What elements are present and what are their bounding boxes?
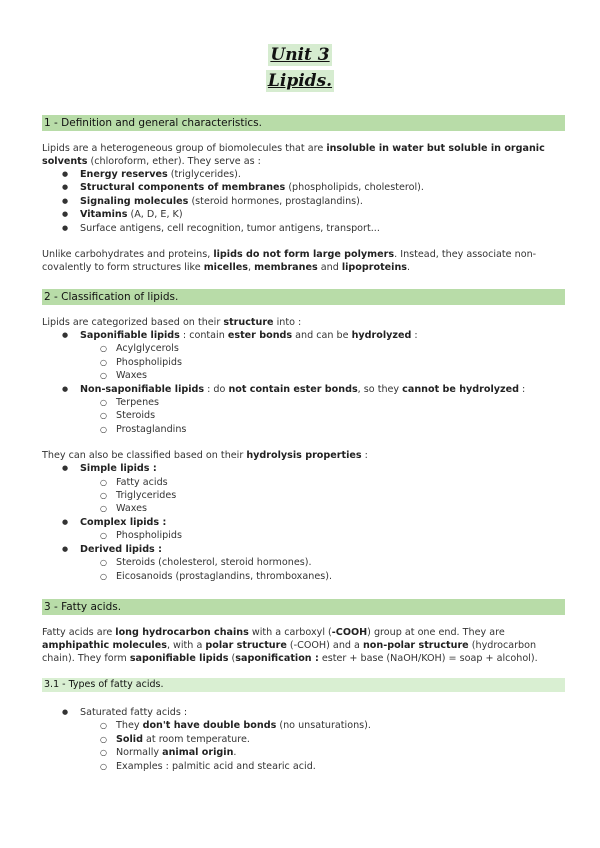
list-item: ○ Eicosanoids (prostaglandins, thromboxanes).: [100, 570, 565, 583]
list-item: ○ Triglycerides: [100, 489, 565, 502]
section-2-heading: 2 - Classification of lipids.: [42, 289, 565, 305]
list-item: ○ Fatty acids: [100, 476, 565, 489]
section-2: [42, 289, 565, 583]
section-1: [42, 115, 565, 274]
list-item: ● Complex lipids : ○ Phospholipids: [62, 516, 565, 543]
unit-title: Unit 3: [270, 45, 330, 65]
section-1-heading: 1 - Definition and general characteristics.: [42, 115, 565, 131]
list-item: ○ Terpenes: [100, 396, 565, 409]
list-item: ○ Waxes: [100, 369, 565, 382]
section-3: [42, 599, 565, 773]
section-1-outro: Unlike carbohydrates and proteins, lipids do not form large polymers. Instead, they associate non-covalently to form structures like micelles, membranes and lipoproteins.: [42, 249, 537, 274]
list-item: ○ Phospholipids: [100, 356, 565, 369]
list-item: ○ Steroids: [100, 409, 565, 422]
list-item: ○ Phospholipids: [100, 529, 565, 542]
document-title: [0, 44, 600, 96]
fatty-acid-types-list: [62, 706, 565, 773]
section-1-intro: Lipids are a heterogeneous group of biomolecules that are insoluble in water but soluble in organic solvents (chloroform, ether). They serve as :: [42, 143, 545, 167]
subsection-heading: 3.1 - Types of fatty acids.: [42, 678, 565, 692]
list-item: ● Structural components of membranes (phospholipids, cholesterol).: [62, 181, 565, 194]
list-item: ○ They don't have double bonds (no unsaturations).: [100, 719, 565, 732]
topic-title: Lipids.: [267, 71, 333, 91]
list-item: ● Signaling molecules (steroid hormones, prostaglandins).: [62, 195, 565, 208]
list-item: ○ Steroids (cholesterol, steroid hormones).: [100, 556, 565, 569]
list-item: ● Energy reserves (triglycerides).: [62, 168, 565, 181]
section-2-intro-2: They can also be classified based on their hydrolysis properties :: [42, 450, 368, 462]
list-item: ○ Examples : palmitic acid and stearic acid.: [100, 760, 565, 773]
list-item: ○ Acylglycerols: [100, 342, 565, 355]
list-item: ● Vitamins (A, D, E, K): [62, 208, 565, 221]
list-item: ○ Prostaglandins: [100, 423, 565, 436]
list-item: ○ Waxes: [100, 502, 565, 515]
section-3-heading: 3 - Fatty acids.: [42, 599, 565, 615]
list-item: ○ Solid at room temperature.: [100, 733, 565, 746]
list-item: ● Derived lipids : ○ Steroids (cholesterol, steroid hormones). ○ Eicosanoids (prostaglandins, thromboxanes).: [62, 543, 565, 583]
list-item: ● Saturated fatty acids : ○ They don't have double bonds (no unsaturations). ○ Solid at room temperature. ○ Normally animal origin. ○ Examples : palmitic acid and stearic acid.: [62, 706, 565, 773]
list-item: ● Surface antigens, cell recognition, tumor antigens, transport...: [62, 222, 565, 235]
hydrolysis-list: [62, 462, 565, 583]
list-item: ● Non-saponifiable lipids : do not contain ester bonds, so they cannot be hydrolyzed : ○ Terpenes ○ Steroids ○ Prostaglandins: [62, 383, 565, 437]
list-item: ● Simple lipids : ○ Fatty acids ○ Triglycerides ○ Waxes: [62, 462, 565, 516]
section-2-intro: Lipids are categorized based on their structure into :: [42, 317, 302, 328]
structure-list: [62, 329, 565, 436]
roles-list: [62, 168, 565, 235]
list-item: ○ Normally animal origin.: [100, 746, 565, 759]
list-item: ● Saponifiable lipids : contain ester bonds and can be hydrolyzed : ○ Acylglycerols ○ Phospholipids ○ Waxes: [62, 329, 565, 383]
section-3-paragraph: Fatty acids are long hydrocarbon chains with a carboxyl (-COOH) group at one end. They are amphipathic molecules, with a polar structure (-COOH) and a non-polar structure (hydrocarbon chain). They form saponifiable lipids (saponification : ester + base (NaOH/KOH) = soap + alcohol).: [42, 627, 538, 664]
